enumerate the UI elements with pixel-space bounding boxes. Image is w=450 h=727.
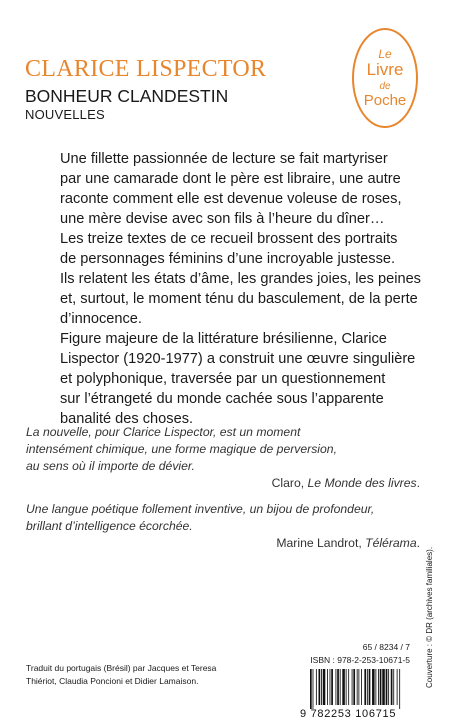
blurb-line: d’innocence.	[60, 311, 142, 327]
barcode-bar	[358, 669, 359, 705]
blurb-line: une mère devise avec son fils à l’heure du dîner…	[60, 211, 385, 227]
blurb-line: Une fillette passionnée de lecture se fait martyriser	[60, 151, 388, 167]
quote-attribution	[26, 535, 420, 552]
barcode-bar	[393, 669, 394, 705]
quote-author: Claro,	[271, 476, 308, 490]
barcode-bar	[352, 669, 353, 705]
back-cover-blurb	[60, 149, 421, 429]
barcode-bar	[342, 669, 345, 705]
quote-line: au sens où il importe de dévier.	[26, 459, 195, 473]
barcode-bar	[340, 669, 341, 705]
barcode-bar	[378, 669, 379, 705]
quote-source: Télérama	[365, 536, 417, 550]
barcode-bar	[327, 669, 328, 705]
barcode-bar	[399, 669, 400, 709]
blurb-line: de personnages féminins d’une incroyable justesse.	[60, 251, 396, 267]
press-quote-telerama	[26, 501, 420, 552]
blurb-line: et polyphonique, traversée par un questionnement	[60, 371, 386, 387]
quote-line: intensément chimique, une forme magique de perversion,	[26, 442, 337, 456]
book-genre: NOUVELLES	[25, 107, 105, 122]
barcode-bar	[316, 669, 317, 705]
translator-line: Traduit du portugais (Brésil) par Jacques et Teresa	[26, 663, 217, 673]
translator-credit	[26, 662, 216, 687]
quote-line: La nouvelle, pour Clarice Lispector, est un moment	[26, 425, 301, 439]
barcode-bar	[331, 669, 333, 705]
barcode-bars	[300, 669, 418, 709]
author-name: CLARICE LISPECTOR	[25, 56, 267, 82]
blurb-line: Ils relatent les états d’âme, les grandes joies, les peines	[60, 271, 421, 287]
barcode-bar	[330, 669, 331, 705]
barcode-bar	[375, 669, 376, 705]
isbn-number: ISBN : 978-2-253-10671-5	[310, 655, 410, 665]
barcode-bar	[361, 669, 362, 705]
translator-line: Thiériot, Claudia Poncioni et Didier Lamaison.	[26, 675, 199, 686]
blurb-line: par une camarade dont le père est libraire, une autre	[60, 171, 401, 187]
barcode-bar	[321, 669, 322, 705]
barcode-bar	[310, 669, 312, 709]
barcode-bar	[391, 669, 393, 705]
quote-source: Le Monde des livres	[307, 476, 417, 490]
livre-de-poche-logo	[352, 28, 418, 128]
barcode-bar	[388, 669, 389, 705]
quote-author: Marine Landrot,	[276, 536, 366, 550]
blurb-line: Lispector (1920-1977) a construit une œuvre singulière	[60, 351, 416, 367]
logo-le: Le	[378, 47, 392, 61]
catalog-codes	[300, 641, 410, 667]
barcode-bar	[313, 669, 314, 709]
quote-attribution	[26, 475, 420, 492]
barcode-bar	[382, 669, 385, 705]
book-title: BONHEUR CLANDESTIN	[25, 86, 229, 106]
quote-end: .	[416, 536, 420, 550]
logo-livre: Livre	[366, 60, 404, 79]
logo-poche: Poche	[363, 92, 407, 109]
barcode-bar	[397, 669, 398, 705]
cover-credit: Couverture : © DR (archives familiales).	[425, 546, 434, 688]
barcode-bar	[346, 669, 347, 705]
barcode-bar	[369, 669, 371, 705]
barcode-bar	[337, 669, 339, 705]
barcode-bar	[367, 669, 368, 705]
barcode-bar	[364, 669, 366, 705]
barcode-bar	[372, 669, 375, 705]
blurb-line: banalité des choses.	[60, 411, 194, 427]
blurb-line: sur l’étrangeté du monde cachée sous l’apparente	[60, 391, 384, 407]
barcode-bar	[380, 669, 382, 705]
ean-barcode	[300, 669, 418, 709]
barcode-bar	[357, 669, 358, 705]
barcode-bar	[319, 669, 321, 705]
blurb-line: et, surtout, le moment ténu du basculement, de la perte	[60, 291, 418, 307]
ean-digits: 9 782253 106715	[300, 708, 397, 720]
press-quote-le-monde	[26, 424, 420, 492]
blurb-line: Figure majeure de la littérature brésilienne, Clarice	[60, 331, 387, 347]
barcode-bar	[323, 669, 326, 705]
catalog-number: 65 / 8234 / 7	[362, 642, 410, 652]
barcode-bar	[348, 669, 349, 705]
blurb-line: Les treize textes de ce recueil brossent des portraits	[60, 231, 398, 247]
barcode-bar	[353, 669, 355, 705]
quote-line: brillant d’intelligence écorchée.	[26, 519, 193, 533]
quote-line: Une langue poétique follement inventive, un bijou de profondeur,	[26, 502, 375, 516]
blurb-line: raconte comment elle est devenue voleuse de roses,	[60, 191, 402, 207]
barcode-bar	[336, 669, 337, 705]
barcode-bar	[386, 669, 388, 705]
quote-end: .	[416, 476, 420, 490]
logo-de: de	[379, 81, 391, 92]
